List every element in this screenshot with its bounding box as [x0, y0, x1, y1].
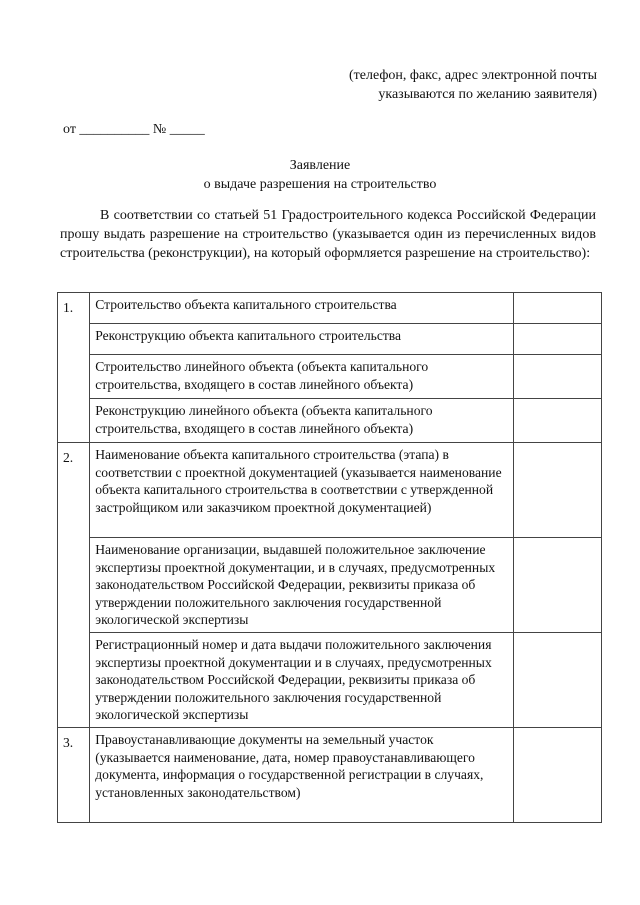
value-cell[interactable] [514, 355, 602, 399]
contact-note-line2: указываются по желанию заявителя) [378, 87, 597, 102]
section-number: 2. [58, 443, 90, 728]
table-row [58, 355, 602, 399]
table-row [58, 728, 602, 823]
section-number: 1. [58, 293, 90, 443]
value-cell[interactable] [514, 728, 602, 823]
table-row [58, 633, 602, 728]
table-cell: Строительство линейного объекта (объекта капитального строительства, входящего в состав линейного объекта) [90, 355, 514, 399]
table-row [58, 293, 602, 324]
section-number: 3. [58, 728, 90, 823]
application-table [57, 292, 602, 823]
value-cell[interactable] [514, 399, 602, 443]
table-cell: Строительство объекта капитального строительства [90, 293, 514, 324]
table-cell: Правоустанавливающие документы на земельный участок (указывается наименование, дата, номер правоустанавливающего документа, информация о государственной регистрации в случаях, установленных законодательством) [90, 728, 514, 823]
table-cell: Наименование организации, выдавшей положительное заключение экспертизы проектной документации, и в случаях, предусмотренных законодательством Российской Федерации, реквизиты приказа об утверждении положительного заключения государственной экологической экспертизы [90, 538, 514, 633]
value-cell[interactable] [514, 443, 602, 538]
value-cell[interactable] [514, 324, 602, 355]
table-cell: Наименование объекта капитального строительства (этапа) в соответствии с проектной документацией (указывается наименование объекта капитального строительства в соответствии с утвержденной застройщиком или заказчиком проектной документацией) [90, 443, 514, 538]
table-row [58, 324, 602, 355]
table-row [58, 399, 602, 443]
intro-paragraph: В соответствии со статьей 51 Градостроительного кодекса Российской Федерации прошу выдать разрешение на строительство (указывается один из перечисленных видов строительства (реконструкции), на который оформляется разрешение на строительство): [60, 208, 596, 261]
table-row [58, 538, 602, 633]
contact-note-line1: (телефон, факс, адрес электронной почты [348, 68, 597, 83]
table-cell: Регистрационный номер и дата выдачи положительного заключения экспертизы проектной документации и в случаях, предусмотренных законодательством Российской Федерации, реквизиты приказа об утверждении положительного заключения государственной экологической экспертизы [90, 633, 514, 728]
value-cell[interactable] [514, 538, 602, 633]
from-date-number-line: от __________ № _____ [63, 122, 205, 137]
value-cell[interactable] [514, 633, 602, 728]
document-title: Заявление [289, 158, 351, 173]
value-cell[interactable] [514, 293, 602, 324]
contact-note [349, 66, 597, 104]
table-cell: Реконструкцию линейного объекта (объекта капитального строительства, входящего в состав линейного объекта) [90, 399, 514, 443]
document-subtitle: о выдаче разрешения на строительство [203, 177, 437, 192]
table-cell: Реконструкцию объекта капитального строительства [90, 324, 514, 355]
table-row [58, 443, 602, 538]
